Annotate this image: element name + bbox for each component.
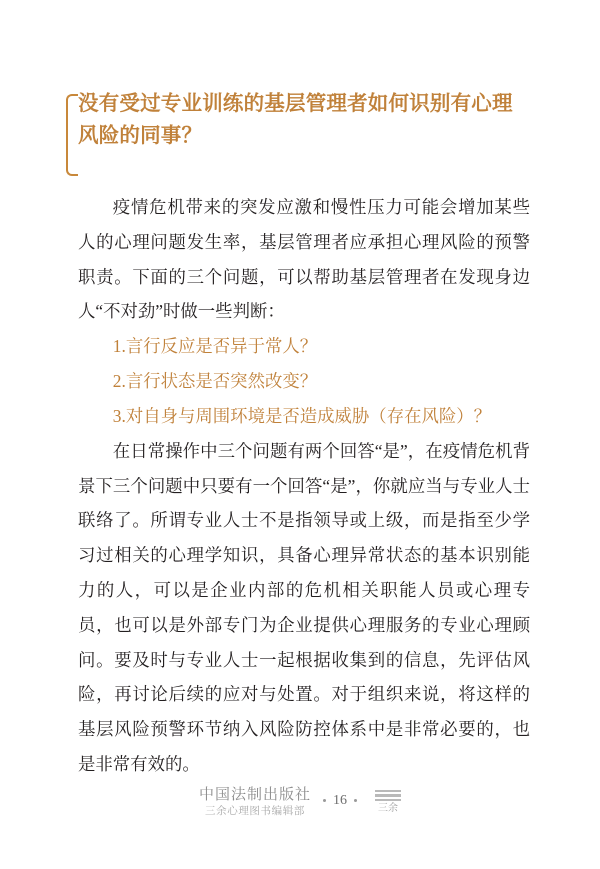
colophon-glyph: 三余 bbox=[378, 803, 398, 815]
question-list bbox=[78, 329, 530, 433]
publisher-block bbox=[199, 786, 311, 818]
heading-text: 没有受过专业训练的基层管理者如何识别有心理风险的同事？ bbox=[78, 93, 513, 148]
publisher-department: 三余心理图书编辑部 bbox=[205, 805, 305, 817]
heading-bracket-decoration bbox=[66, 94, 78, 176]
colophon-bar-icon bbox=[375, 799, 401, 802]
colophon-bar-icon bbox=[375, 794, 401, 797]
section-heading bbox=[78, 88, 526, 153]
list-item: 1.言行反应是否异于常人？ bbox=[112, 336, 318, 357]
page-footer bbox=[0, 786, 600, 818]
colophon-logo bbox=[375, 790, 401, 815]
list-item: 3.对自身与周围环境是否造成威胁（存在风险）？ bbox=[112, 405, 492, 426]
list-item: 2.言行状态是否突然改变？ bbox=[112, 371, 318, 392]
dot-left-icon bbox=[323, 799, 326, 802]
page-number-group bbox=[323, 793, 357, 811]
paragraph-1: 疫情危机带来的突发应激和慢性压力可能会增加某些人的心理问题发生率，基层管理者应承担心理风险的预警职责。下面的三个问题，可以帮助基层管理者在发现身边人“不对劲”时做一些判断： bbox=[78, 197, 530, 322]
page-number: 16 bbox=[333, 792, 347, 808]
publisher-name: 中国法制出版社 bbox=[198, 787, 311, 803]
body-content bbox=[78, 190, 530, 782]
paragraph-2: 在日常操作中三个问题有两个回答“是”，在疫情危机背景下三个问题中只要有一个回答“是”，你就应当与专业人士联络了。所谓专业人士不是指领导或上级，而是指至少学习过相关的心理学知识，具备心理异常状态的基本识别能力的人，可以是企业内部的危机相关职能人员或心理专员，也可以是外部专门为企业提供心理服务的专业心理顾问。要及时与专业人士一起根据收集到的信息，先评估风险，再讨论后续的应对与处置。对于组织来说，将这样的基层风险预警环节纳入风险防控体系中是非常必要的，也是非常有效的。 bbox=[78, 440, 530, 774]
colophon-bar-icon bbox=[375, 790, 401, 793]
dot-right-icon bbox=[354, 799, 357, 802]
